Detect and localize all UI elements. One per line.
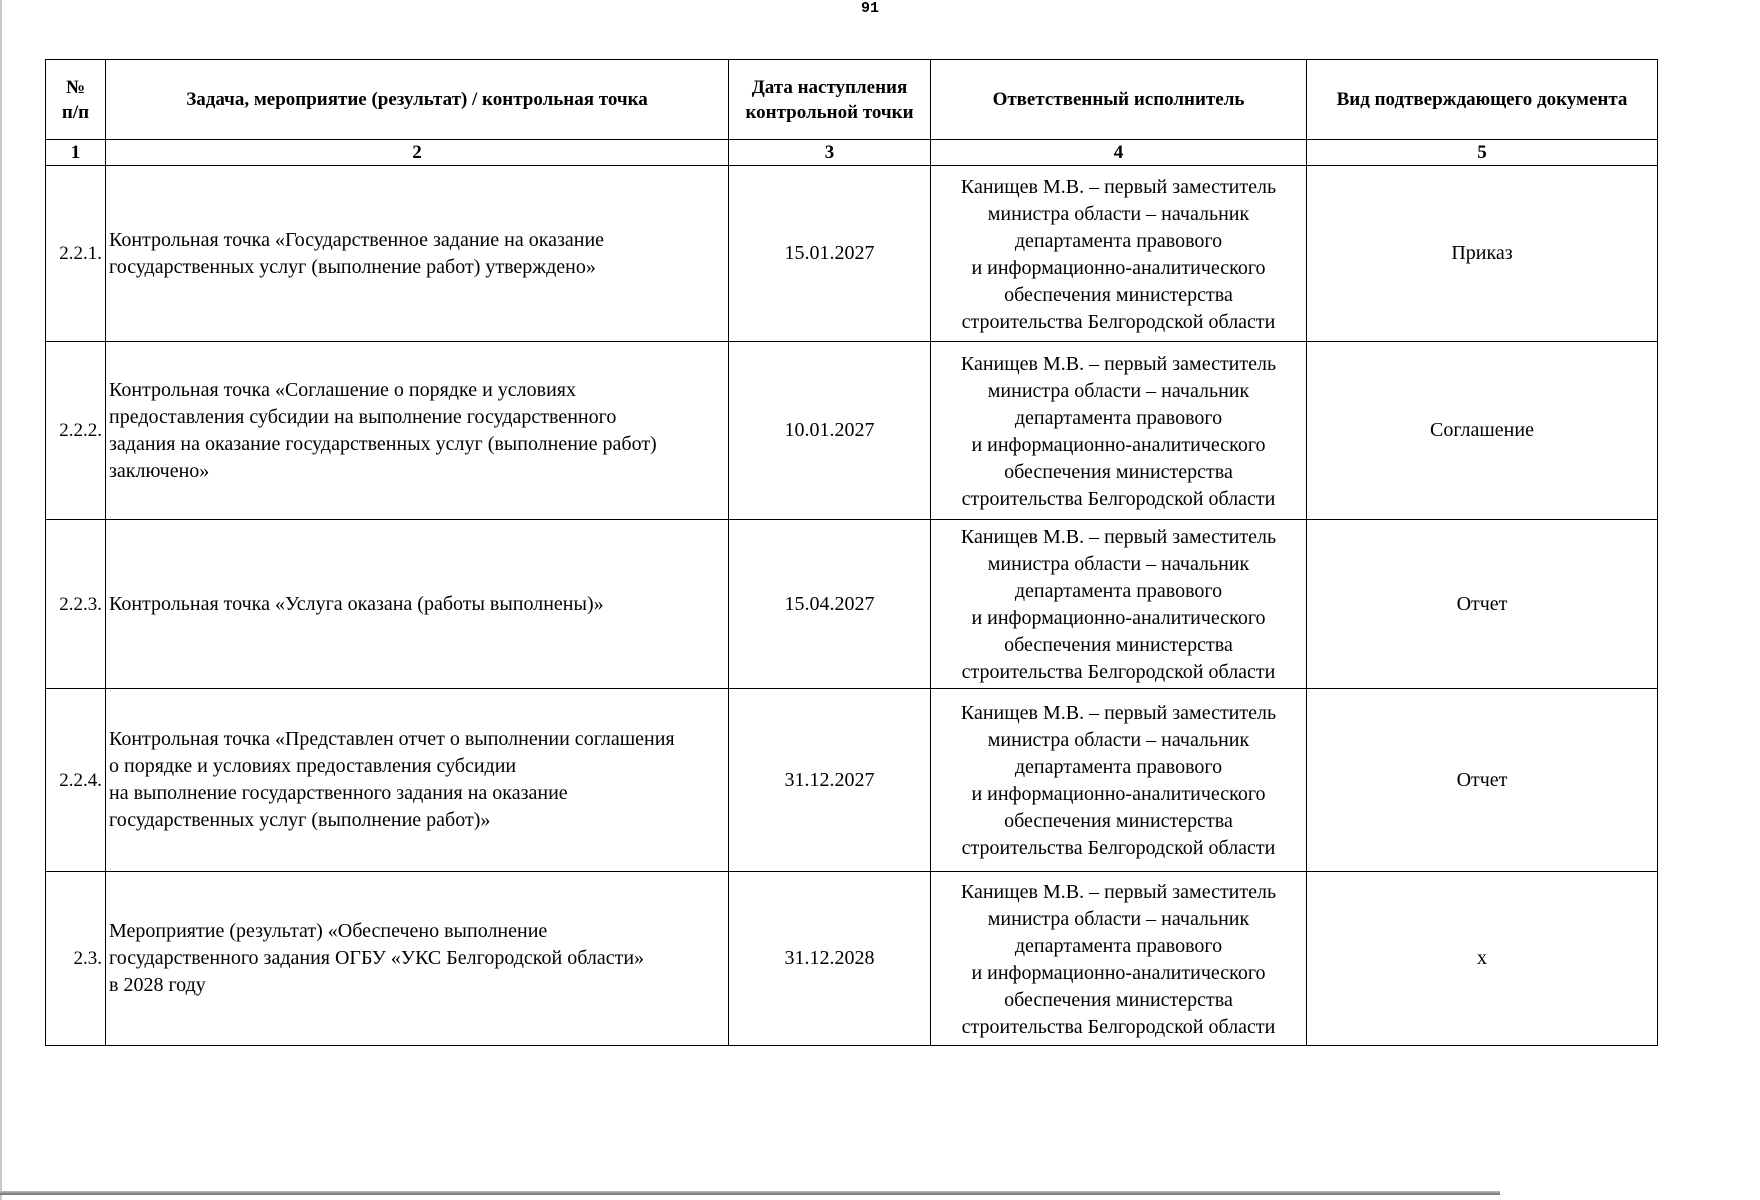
header-responsible-text: Ответственный исполнитель [992,89,1245,110]
control-points-table [45,59,1658,1046]
row-task [106,689,729,872]
header-number [46,60,106,140]
row-number: 2.2.1. [46,166,106,342]
header-task [106,60,729,140]
row-date: 15.01.2027 [729,166,931,342]
column-number-1: 1 [46,140,106,166]
page-number: 91 [860,0,879,17]
row-number: 2.2.2. [46,342,106,520]
table-header-row [46,60,1658,140]
row-task-text: Контрольная точка «Представлен отчет о выполнении соглашения о порядке и условиях предоставления субсидии на выполнение государственного задания на оказание государственных услуг (выполнение работ)» [109,728,675,831]
column-number-4: 4 [931,140,1307,166]
row-responsible-text: Канищев М.В. – первый заместитель министра области – начальник департамента правового и информационно-аналитического обеспечения министерства строительства Белгородской области [960,702,1277,859]
row-responsible-text: Канищев М.В. – первый заместитель министра области – начальник департамента правового и информационно-аналитического обеспечения министерства строительства Белгородской области [960,880,1277,1038]
row-task [106,166,729,342]
header-date [729,60,931,140]
row-responsible [931,166,1307,342]
table-row [46,166,1658,342]
row-task-text: Контрольная точка «Соглашение о порядке и условиях предоставления субсидии на выполнение государственного задания на оказание государственных услуг (выполнение работ) заключено» [109,378,657,482]
row-number: 2.2.4. [46,689,106,872]
row-task-text: Контрольная точка «Услуга оказана (работы выполнены)» [109,592,604,615]
table-row [46,520,1658,689]
row-number: 2.3. [46,872,106,1046]
row-task-text: Контрольная точка «Государственное задание на оказание государственных услуг (выполнение работ) утверждено» [109,228,605,278]
row-task [106,342,729,520]
row-date: 10.01.2027 [729,342,931,520]
row-date: 15.04.2027 [729,520,931,689]
row-task [106,520,729,689]
scan-left-edge [0,0,2,1200]
header-document-text: Вид подтверждающего документа [1336,89,1628,110]
column-number-3: 3 [729,140,931,166]
table-row [46,342,1658,520]
row-document: Отчет [1307,520,1658,689]
row-responsible [931,520,1307,689]
row-responsible-text: Канищев М.В. – первый заместитель министра области – начальник департамента правового и информационно-аналитического обеспечения министерства строительства Белгородской области [960,175,1277,333]
column-number-5: 5 [1307,140,1658,166]
header-number-text: № п/п [61,76,90,123]
row-document: Приказ [1307,166,1658,342]
row-responsible [931,342,1307,520]
table-row [46,872,1658,1046]
header-task-text: Задача, мероприятие (результат) / контрольная точка [186,89,648,110]
header-responsible [931,60,1307,140]
row-task [106,872,729,1046]
row-responsible [931,872,1307,1046]
header-document [1307,60,1658,140]
header-date-text: Дата наступления контрольной точки [745,76,914,123]
row-date: 31.12.2028 [729,872,931,1046]
row-date: 31.12.2027 [729,689,931,872]
row-responsible-text: Канищев М.В. – первый заместитель министра области – начальник департамента правового и информационно-аналитического обеспечения министерства строительства Белгородской области [960,352,1277,510]
row-document: Отчет [1307,689,1658,872]
row-document: Соглашение [1307,342,1658,520]
column-number-2: 2 [106,140,729,166]
row-task-text: Мероприятие (результат) «Обеспечено выполнение государственного задания ОГБУ «УКС Белгородской области» в 2028 году [109,920,645,996]
row-responsible [931,689,1307,872]
row-number: 2.2.3. [46,520,106,689]
row-responsible-text: Канищев М.В. – первый заместитель министра области – начальник департамента правового и информационно-аналитического обеспечения министерства строительства Белгородской области [960,526,1277,683]
scan-bottom-edge [0,1191,1500,1195]
table-row [46,689,1658,872]
column-number-row [46,140,1658,166]
row-document: х [1307,872,1658,1046]
